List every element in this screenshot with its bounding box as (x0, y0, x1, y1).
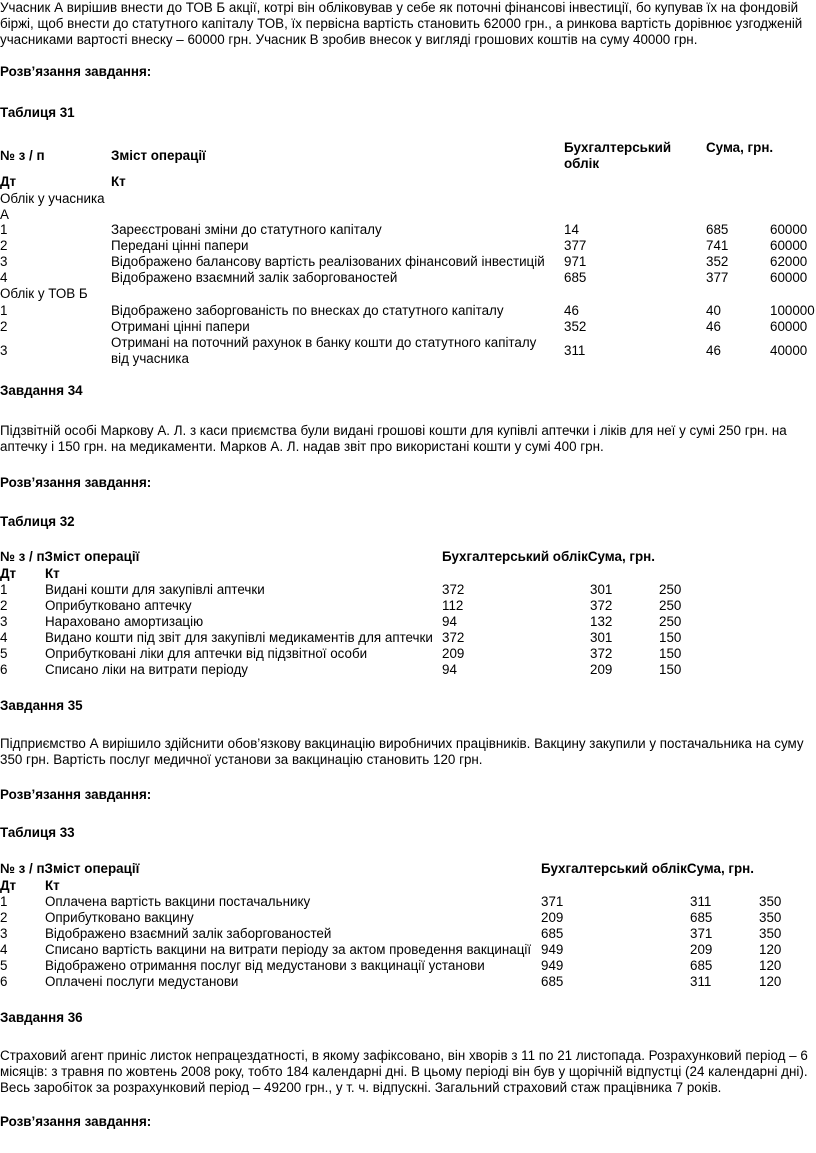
table-33-title: Таблиця 33 (0, 825, 75, 840)
table-31-title: Таблиця 31 (0, 105, 75, 120)
col-header-credit: Кт (45, 878, 60, 893)
col-header-sum: Сума, грн. (706, 140, 774, 155)
solution-heading: Розв’язання завдання: (0, 64, 152, 79)
col-header-credit: Кт (45, 566, 60, 581)
solution-heading: Розв’язання завдання: (0, 1114, 152, 1129)
col-header-number-content: № з / пЗміст операції (0, 549, 140, 564)
task-35-text: Підприємство А вирішило здійснити обов’язкову вакцинацію виробничих працівників. Вакцину закупили у постачальника на суму 350 грн. Вартість послуг медичної установи за вакцинацію становить 120 грн. (0, 736, 804, 767)
col-header-debit: Дт (0, 566, 17, 581)
task-36-text: Страховий агент приніс листок непрацездатності, в якому зафіксовано, він хворів з 11 по 21 листопада. Розрахунковий період – 6 місяців: з травня по жовтень 2008 року, тобто 184 календарні дні. В цьому періоді він був у щорічній відпустці (24 календарні дні). Весь заробіток за розрахунковий період – 49200 грн., у т. ч. відпускні. Загальний страховий стаж працівника 7 років. (0, 1048, 808, 1095)
group-participant-a: Облік у учасника А (0, 191, 105, 222)
col-header-accounting: Бухгалтерський облік (564, 140, 672, 171)
col-header-debit: Дт (0, 878, 17, 893)
table-32-title: Таблиця 32 (0, 514, 75, 529)
col-header-accounting-sum: Бухгалтерський облікСума, грн. (442, 549, 655, 564)
solution-heading: Розв’язання завдання: (0, 475, 152, 490)
col-header-number: № з / п (0, 148, 45, 163)
col-header-credit: Кт (111, 174, 126, 189)
col-header-number-content: № з / пЗміст операції (0, 861, 140, 876)
group-llc-b: Облік у ТОВ Б (0, 286, 88, 301)
task-35-title: Завдання 35 (0, 698, 83, 713)
col-header-content: Зміст операції (111, 148, 206, 163)
solution-heading: Розв’язання завдання: (0, 787, 152, 802)
task-34-text: Підзвітній особі Маркову А. Л. з каси приємства були видані грошові кошти для купівлі аптечки і ліків для неї у сумі 250 грн. на аптечку і 150 грн. на медикаменти. Марков А. Л. надав звіт про використані кошти у сумі 400 грн. (0, 423, 787, 454)
col-header-debit: Дт (0, 174, 17, 189)
task-34-title: Завдання 34 (0, 383, 83, 398)
task-36-title: Завдання 36 (0, 1010, 83, 1025)
task-intro-text: Учасник А вирішив внести до ТОВ Б акції, котрі він обліковував у себе як поточні фінансові інвестиції, бо купував їх на фондовій біржі, щоб внести до статутного капіталу ТОВ, їх первісна вартість становить 62000 грн., а ринкова вартість дорівнює узгодженій учасниками вартості внеску – 60000 грн. Учасник В зробив внесок у вигляді грошових коштів на суму 40000 грн. (0, 0, 803, 47)
col-header-accounting-sum: Бухгалтерський облікСума, грн. (541, 861, 754, 876)
